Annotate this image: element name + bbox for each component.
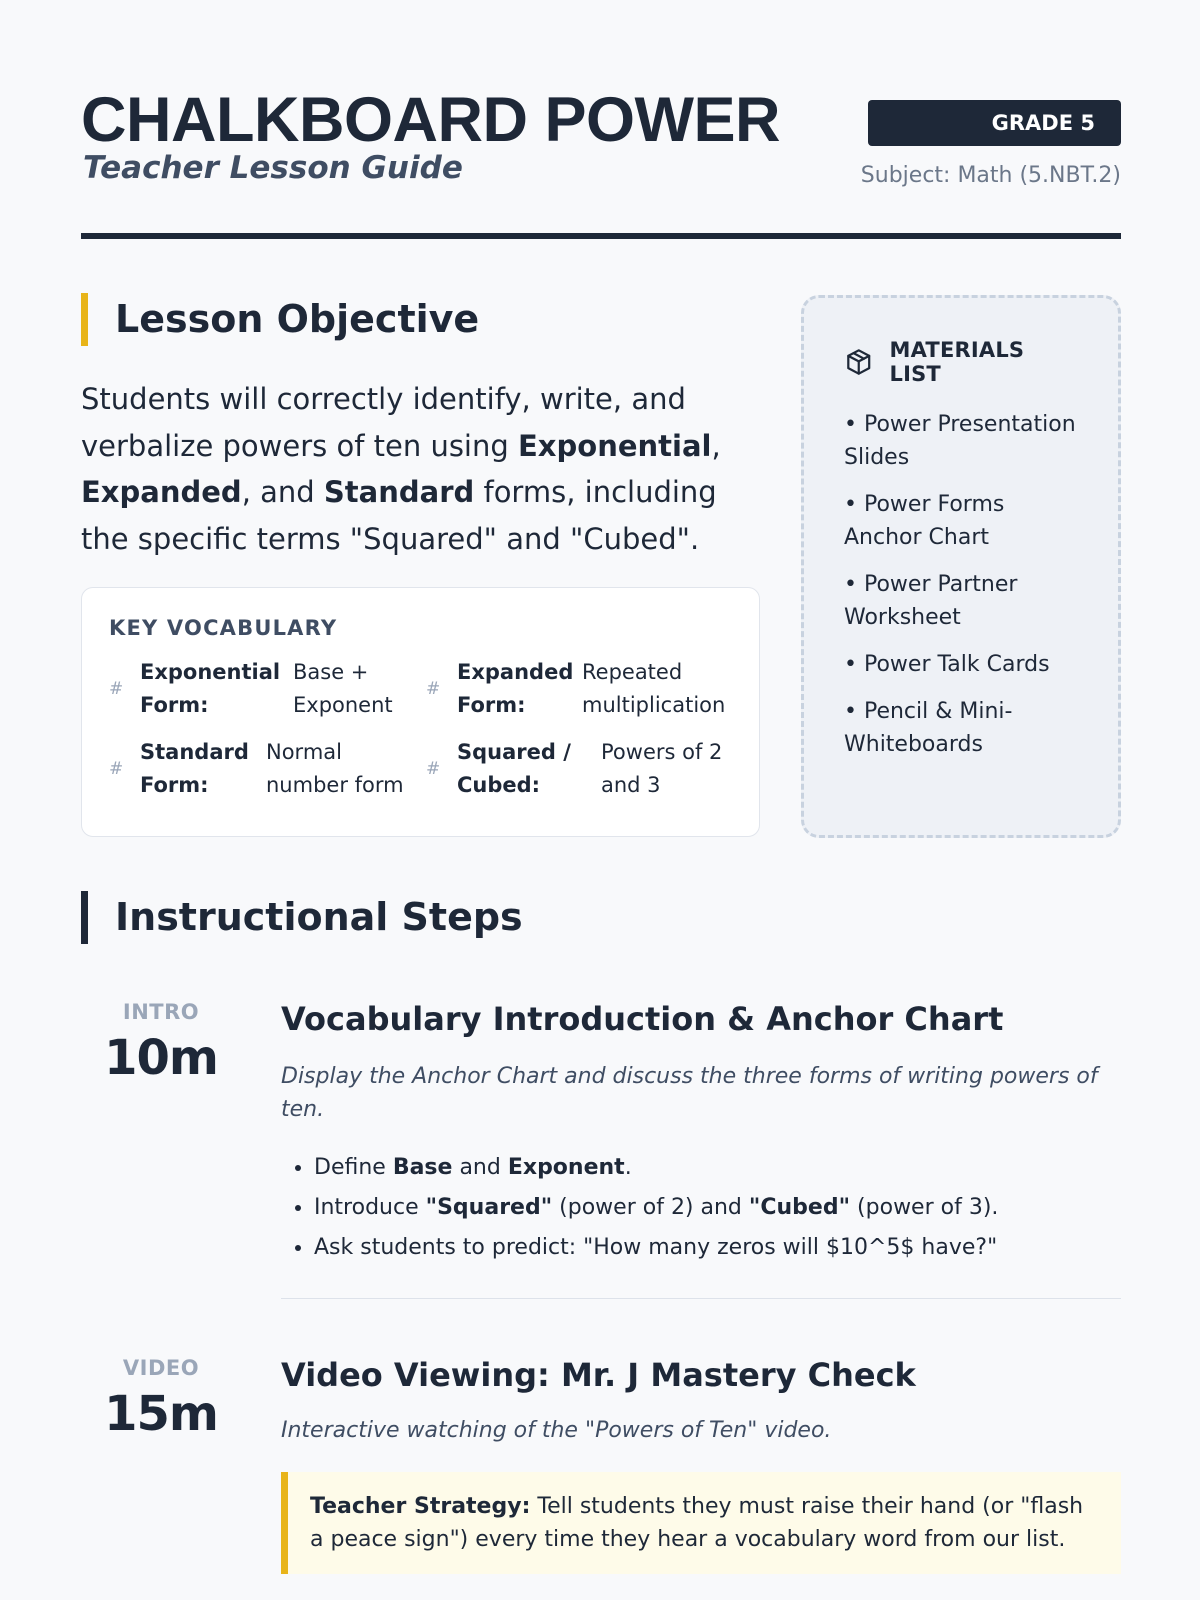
vocab-term <box>140 656 293 722</box>
list-item: • Ask students to predict: "How many zeros will $10^5$ have?" <box>314 1228 1121 1268</box>
step-tag: VIDEO <box>122 1356 200 1380</box>
bullet-text: and <box>452 1155 508 1180</box>
subject-label: Subject: Math (5.NBT.2) <box>860 163 1121 188</box>
step-bullets <box>281 1148 1121 1268</box>
vocab-item-exponential <box>109 656 393 722</box>
bullet-term: Base <box>392 1155 453 1180</box>
instructional-steps-heading: Instructional Steps <box>81 891 523 944</box>
vocab-definition <box>293 656 393 722</box>
vocab-def-line: Base + <box>293 660 369 684</box>
hash-icon: # <box>109 759 124 779</box>
strategy-label: Teacher Strategy: <box>310 1494 531 1519</box>
vocab-def-line: Normal <box>266 740 342 764</box>
list-item <box>314 1188 1121 1228</box>
vocab-term-line: Squared / <box>457 740 571 764</box>
page-title: CHALKBOARD POWER <box>81 85 780 155</box>
grade-badge: GRADE 5 <box>868 100 1121 146</box>
vocab-def-line: and 3 <box>601 773 661 797</box>
hash-icon: # <box>426 679 441 699</box>
materials-list-box <box>801 295 1121 838</box>
vocab-term-line: Form: <box>140 693 209 717</box>
vocab-def-line: number form <box>266 773 404 797</box>
vocab-item-standard <box>109 736 404 802</box>
vocab-definition <box>601 736 722 802</box>
objective-term-expanded: Expanded <box>81 475 242 509</box>
vocab-term-line: Exponential <box>140 660 281 684</box>
objective-text <box>81 376 741 562</box>
step-duration: 15m <box>104 1386 218 1442</box>
bullet-text: . <box>624 1155 632 1180</box>
teacher-strategy-callout <box>281 1472 1121 1574</box>
objective-text-part: , and <box>241 475 324 509</box>
vocab-item-squared-cubed <box>426 736 722 802</box>
vocab-def-line: Repeated <box>582 660 683 684</box>
materials-title: MATERIALS LIST <box>889 338 1025 386</box>
vocabulary-grid <box>109 656 732 816</box>
header <box>81 0 1121 242</box>
box-icon <box>844 347 874 377</box>
bullet-term: Exponent <box>507 1155 625 1180</box>
key-vocabulary-title: KEY VOCABULARY <box>109 616 338 640</box>
bullet-term: "Squared" <box>425 1195 553 1220</box>
vocab-term <box>457 736 601 802</box>
bullet-term: "Cubed" <box>748 1195 851 1220</box>
step-body <box>281 1000 1121 1268</box>
vocab-term-line: Cubed: <box>457 773 541 797</box>
vocab-definition <box>582 656 725 722</box>
step-body <box>281 1356 1121 1574</box>
vocab-term-line: Form: <box>457 693 526 717</box>
strategy-text: Tell students they must raise their hand (or "flash a peace sign") every time they hear a vocabulary word from our list. <box>310 1494 1084 1552</box>
list-item: • Power Presentation Slides <box>844 412 1076 470</box>
step-duration: 10m <box>104 1030 218 1086</box>
instructional-steps-section <box>81 891 523 944</box>
lesson-objective-section <box>81 293 761 562</box>
step-description: Interactive watching of the "Powers of Ten" video. <box>281 1418 832 1443</box>
vocab-term <box>457 656 582 722</box>
list-item <box>314 1148 1121 1188</box>
step-title: Vocabulary Introduction & Anchor Chart <box>281 1000 1004 1038</box>
vocab-def-line: Powers of 2 <box>601 740 723 764</box>
objective-term-exponential: Exponential <box>518 428 712 463</box>
vocab-term-line: Standard <box>140 740 249 764</box>
objective-text-part: forms, including the specific terms "Squared" and "Cubed". <box>81 475 717 556</box>
header-divider <box>81 233 1121 239</box>
vocab-term-line: Form: <box>140 773 209 797</box>
vocab-item-expanded <box>426 656 725 722</box>
list-item: • Pencil & Mini-Whiteboards <box>844 699 1013 757</box>
objective-text-part: , <box>711 428 721 463</box>
hash-icon: # <box>426 759 441 779</box>
lesson-objective-heading: Lesson Objective <box>81 293 761 346</box>
list-item: • Power Talk Cards <box>844 652 1050 677</box>
vocab-term <box>140 736 266 802</box>
objective-term-standard: Standard <box>323 475 475 509</box>
vocab-def-line: multiplication <box>582 693 726 717</box>
bullet-text: (power of 3). <box>850 1195 999 1220</box>
page-subtitle: Teacher Lesson Guide <box>83 150 463 186</box>
vocab-term-line: Expanded <box>457 660 574 684</box>
lesson-guide-page <box>81 0 1121 1552</box>
bullet-text: Introduce <box>314 1195 426 1220</box>
step-divider <box>281 1298 1121 1299</box>
objective-text-part: Students will correctly identify, write, and verbalize powers of ten using <box>81 382 686 463</box>
key-vocabulary-card <box>81 587 760 837</box>
hash-icon: # <box>109 679 124 699</box>
bullet-text: Define <box>314 1155 393 1180</box>
step-description: Display the Anchor Chart and discuss the three forms of writing powers of ten. <box>281 1064 1098 1122</box>
bullet-text: (power of 2) and <box>552 1195 749 1220</box>
list-item: • Power Partner Worksheet <box>844 572 1018 630</box>
vocab-definition <box>266 736 404 802</box>
materials-header <box>844 338 1080 386</box>
list-item: • Power Forms Anchor Chart <box>844 492 1005 550</box>
step-title: Video Viewing: Mr. J Mastery Check <box>281 1356 916 1394</box>
step-tag: INTRO <box>122 1000 200 1024</box>
vocab-def-line: Exponent <box>293 693 393 717</box>
materials-items <box>844 408 1080 761</box>
